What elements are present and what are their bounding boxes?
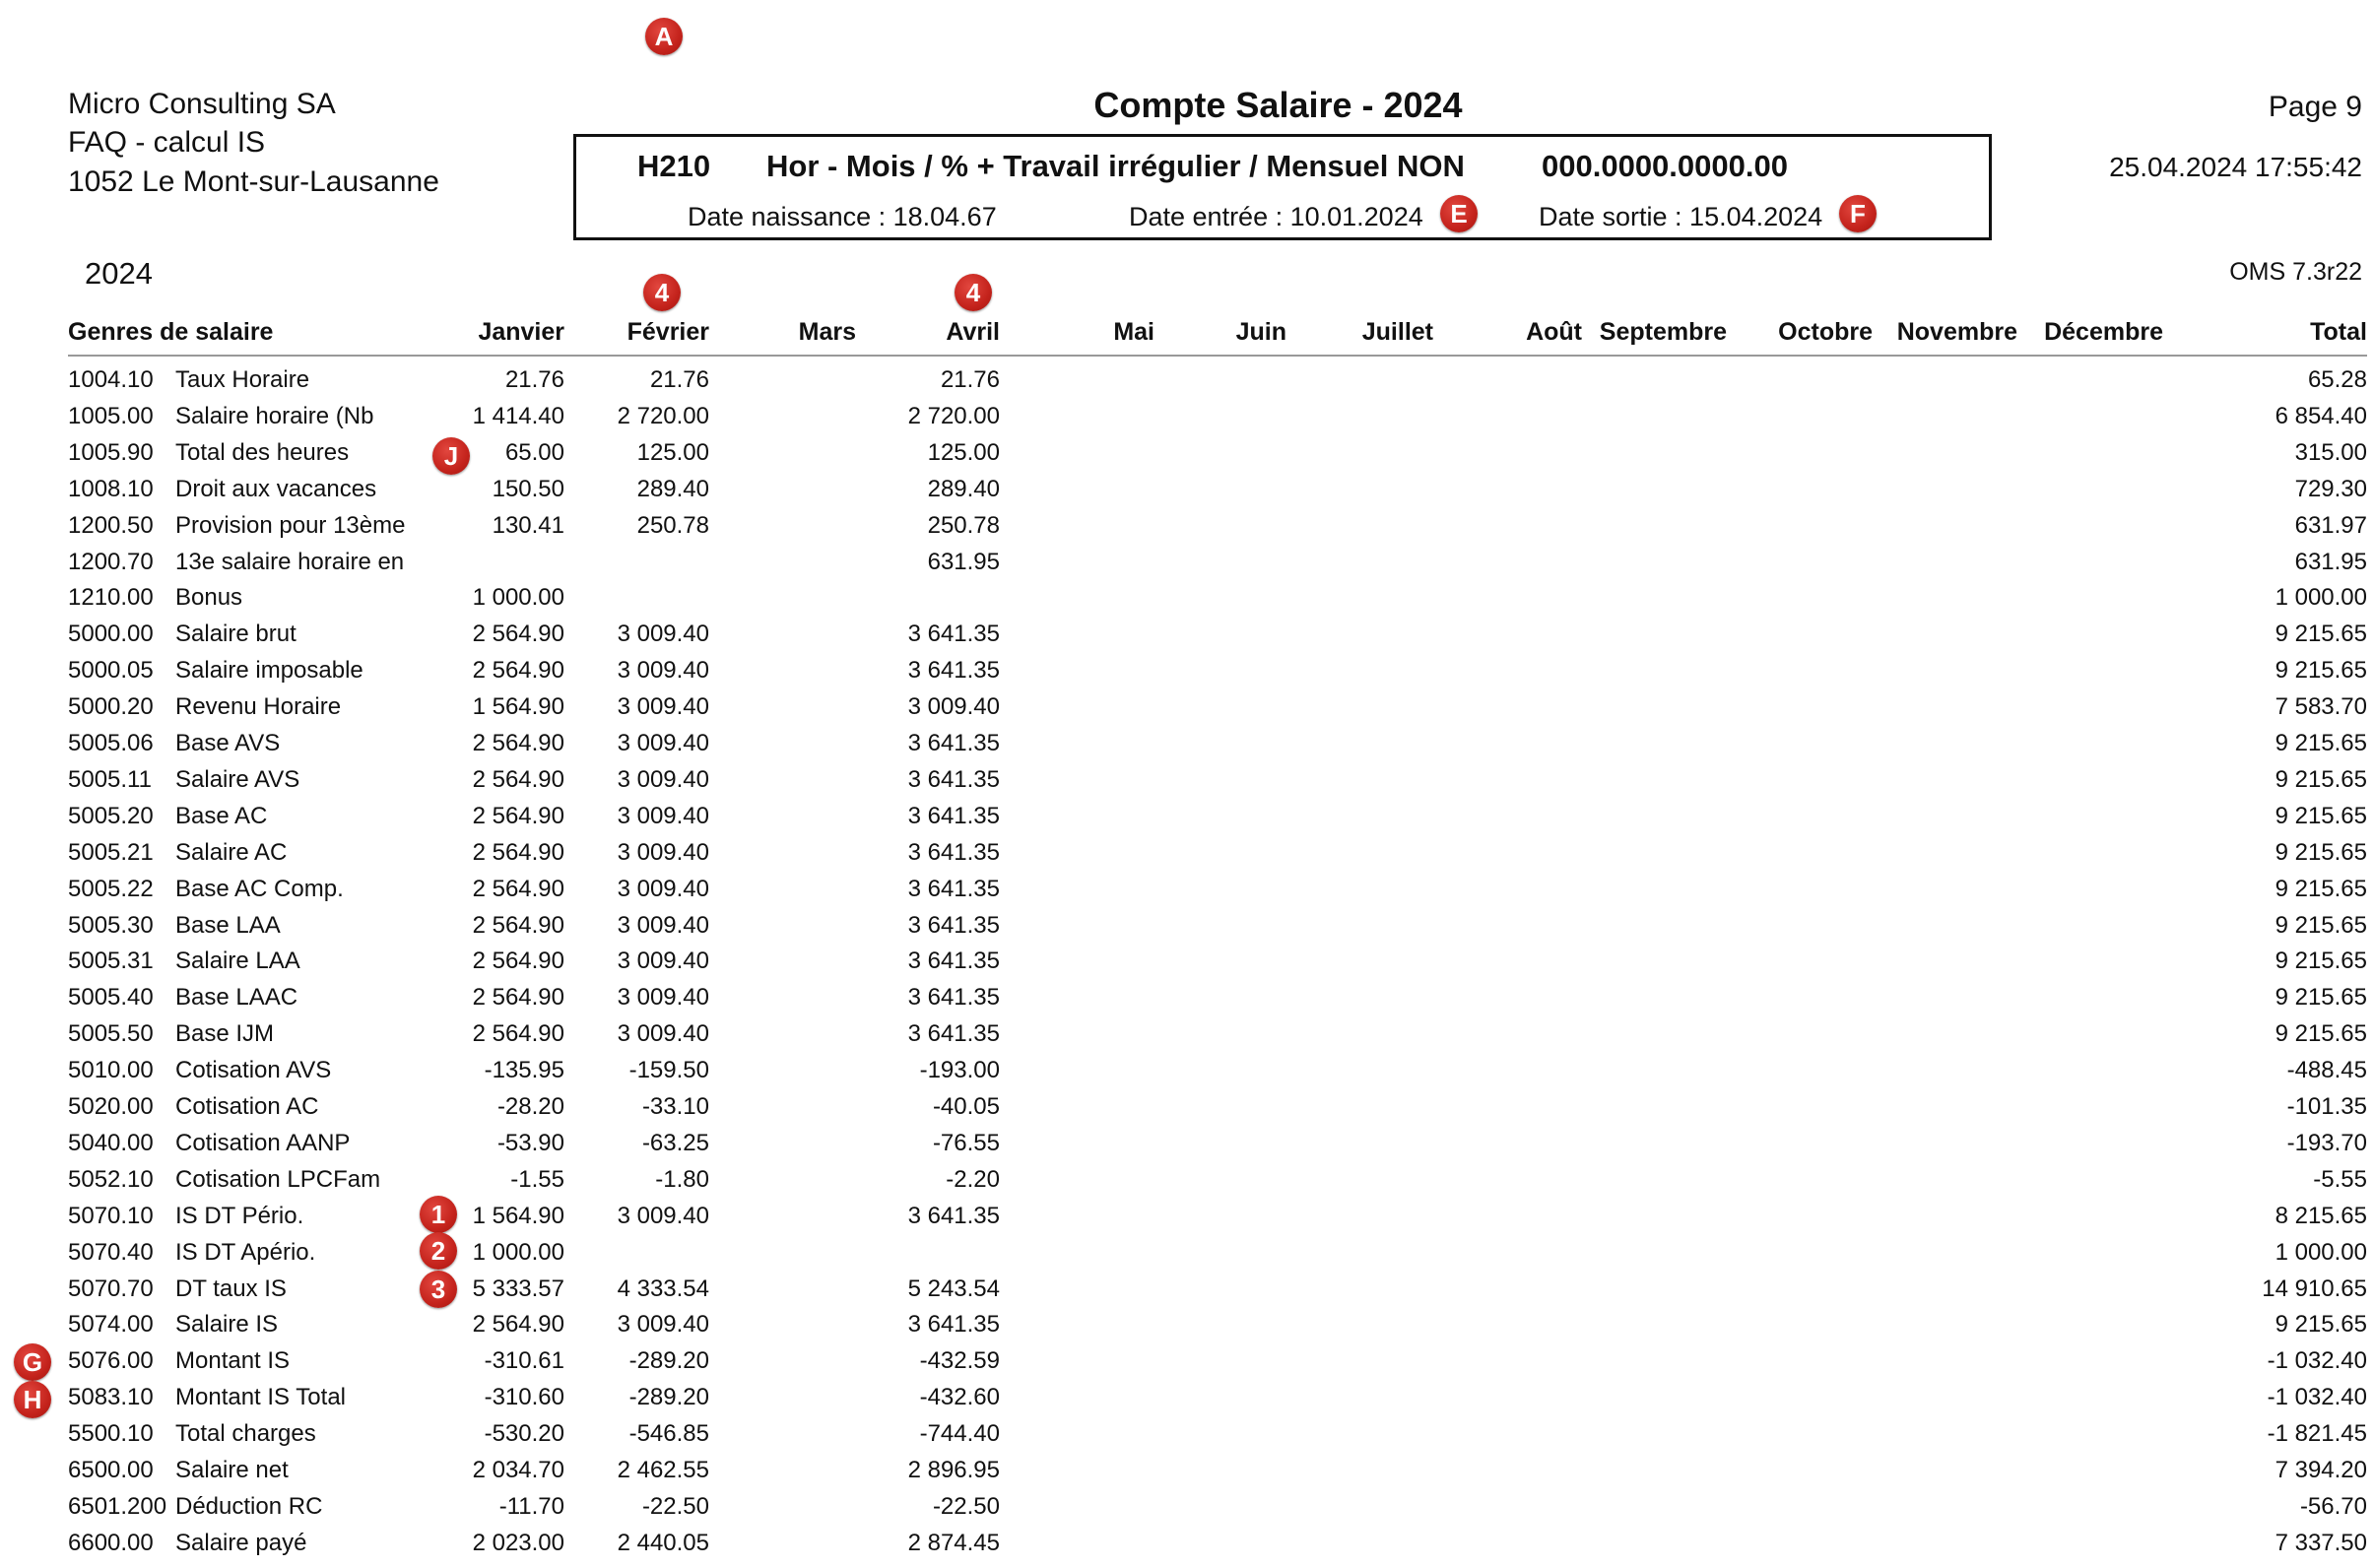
row-total: -488.45 (2286, 1057, 2367, 1084)
row-total: 9 215.65 (2275, 1311, 2367, 1339)
row-fevrier: 3 009.40 (617, 730, 709, 756)
row-janvier: 2 034.70 (472, 1457, 564, 1483)
employee-entry-date: Date entrée : 10.01.2024 (1129, 202, 1423, 231)
row-janvier: 2 564.90 (472, 765, 564, 793)
row-janvier: 2 564.90 (472, 657, 564, 685)
row-janvier: -1.55 (510, 1165, 564, 1193)
row-fevrier: 3 009.40 (617, 693, 709, 721)
row-janvier: 2 564.90 (472, 911, 564, 939)
row-janvier: -135.95 (484, 1057, 564, 1084)
row-fevrier: -289.20 (628, 1347, 709, 1375)
row-janvier: 5 333.57 (472, 1274, 564, 1302)
row-total: -56.70 (2299, 1492, 2367, 1520)
row-code: 1005.00 (68, 402, 154, 429)
row-avril: -40.05 (932, 1093, 1000, 1120)
row-avril: -744.40 (919, 1420, 1000, 1448)
row-label: Revenu Horaire (175, 693, 342, 721)
row-fevrier: 3 009.40 (617, 621, 709, 648)
row-avril: -432.60 (919, 1384, 1000, 1411)
row-label: Base LAAC (175, 984, 298, 1012)
row-code: 6501.200 (68, 1492, 167, 1520)
row-janvier: 1 000.00 (472, 1238, 564, 1266)
row-label: Base AC (175, 802, 268, 829)
row-fevrier: 3 009.40 (617, 875, 709, 902)
row-total: 9 215.65 (2275, 1020, 2367, 1048)
row-avril: 250.78 (927, 511, 1000, 539)
row-janvier: -11.70 (498, 1492, 564, 1520)
row-code: 6500.00 (68, 1457, 154, 1483)
row-label: Salaire net (175, 1457, 289, 1483)
header-novembre: Novembre (1896, 318, 2017, 346)
row-total: 9 215.65 (2275, 657, 2367, 685)
annotation-badge-a: A (645, 18, 683, 55)
row-total: -5.55 (2313, 1165, 2367, 1193)
row-label: Cotisation LPCFam (175, 1165, 381, 1193)
row-avril: 2 720.00 (907, 402, 1000, 429)
row-total: 9 215.65 (2275, 984, 2367, 1012)
row-code: 5076.00 (68, 1347, 154, 1375)
row-label: Cotisation AANP (175, 1129, 351, 1156)
row-janvier: -530.20 (484, 1420, 564, 1448)
row-label: Montant IS Total (175, 1384, 346, 1411)
row-label: Base IJM (175, 1020, 275, 1048)
annotation-badge-4-fevrier: 4 (643, 274, 681, 311)
print-datetime: 25.04.2024 17:55:42 (2109, 152, 2362, 182)
row-avril: 289.40 (927, 475, 1000, 502)
row-code: 5070.70 (68, 1274, 154, 1302)
row-avril: 631.95 (927, 548, 1000, 575)
header-mars: Mars (798, 318, 856, 346)
row-fevrier: 3 009.40 (617, 1202, 709, 1229)
row-avril: 3 009.40 (907, 693, 1000, 721)
row-label: Total des heures (175, 438, 350, 466)
row-janvier: 21.76 (504, 366, 564, 393)
row-avril: 3 641.35 (907, 657, 1000, 685)
row-code: 5000.00 (68, 621, 154, 648)
row-code: 5020.00 (68, 1093, 154, 1120)
annotation-badge-3: 3 (420, 1271, 457, 1308)
row-total: 9 215.65 (2275, 947, 2367, 975)
row-code: 5005.21 (68, 838, 154, 866)
row-janvier: 1 564.90 (472, 1202, 564, 1229)
header-aout: Août (1526, 318, 1582, 346)
company-subtitle: FAQ - calcul IS (68, 126, 266, 159)
row-fevrier: 3 009.40 (617, 911, 709, 939)
row-total: -193.70 (2286, 1129, 2367, 1156)
row-label: Salaire AVS (175, 765, 300, 793)
header-mai: Mai (1113, 318, 1154, 346)
row-total: 729.30 (2294, 475, 2367, 502)
row-total: 7 337.50 (2275, 1529, 2367, 1556)
header-septembre: Septembre (1599, 318, 1727, 346)
row-code: 1004.10 (68, 366, 154, 393)
row-fevrier: 3 009.40 (617, 657, 709, 685)
row-label: Base AC Comp. (175, 875, 344, 902)
header-total: Total (2310, 318, 2367, 346)
row-fevrier: -546.85 (628, 1420, 709, 1448)
row-janvier: 1 414.40 (472, 402, 564, 429)
row-code: 5005.40 (68, 984, 154, 1012)
row-code: 1008.10 (68, 475, 154, 502)
row-total: 631.97 (2294, 511, 2367, 539)
row-avril: -193.00 (919, 1057, 1000, 1084)
row-label: IS DT Apério. (175, 1238, 316, 1266)
row-total: 9 215.65 (2275, 802, 2367, 829)
header-janvier: Janvier (478, 318, 564, 346)
row-fevrier: -22.50 (641, 1492, 709, 1520)
row-code: 5074.00 (68, 1311, 154, 1339)
row-fevrier: 2 462.55 (617, 1457, 709, 1483)
row-avril: 2 896.95 (907, 1457, 1000, 1483)
annotation-badge-4-avril: 4 (955, 274, 992, 311)
row-avril: 3 641.35 (907, 1311, 1000, 1339)
row-label: Salaire imposable (175, 657, 363, 685)
row-total: 7 394.20 (2275, 1457, 2367, 1483)
row-fevrier: -289.20 (628, 1384, 709, 1411)
row-avril: 3 641.35 (907, 875, 1000, 902)
row-code: 6600.00 (68, 1529, 154, 1556)
row-avril: -76.55 (932, 1129, 1000, 1156)
row-code: 5010.00 (68, 1057, 154, 1084)
row-avril: 3 641.35 (907, 838, 1000, 866)
row-label: Base AVS (175, 730, 281, 756)
row-label: Salaire LAA (175, 947, 300, 975)
row-total: -101.35 (2286, 1093, 2367, 1120)
page-number: Page 9 (2268, 91, 2362, 123)
row-label: Provision pour 13ème (175, 511, 406, 539)
row-avril: 21.76 (940, 366, 1000, 393)
row-fevrier: -33.10 (641, 1093, 709, 1120)
row-total: 6 854.40 (2275, 402, 2367, 429)
row-total: 9 215.65 (2275, 838, 2367, 866)
row-label: DT taux IS (175, 1274, 287, 1302)
row-code: 5052.10 (68, 1165, 154, 1193)
row-avril: 3 641.35 (907, 621, 1000, 648)
row-fevrier: -1.80 (655, 1165, 709, 1193)
header-fevrier: Février (626, 318, 709, 346)
row-label: Salaire IS (175, 1311, 279, 1339)
row-janvier: 2 564.90 (472, 1311, 564, 1339)
row-label: IS DT Pério. (175, 1202, 304, 1229)
row-avril: 3 641.35 (907, 765, 1000, 793)
row-avril: 2 874.45 (907, 1529, 1000, 1556)
row-code: 5000.20 (68, 693, 154, 721)
company-address: 1052 Le Mont-sur-Lausanne (68, 165, 439, 198)
row-code: 1210.00 (68, 584, 154, 612)
header-juillet: Juillet (1361, 318, 1433, 346)
row-fevrier: -63.25 (641, 1129, 709, 1156)
row-label: Salaire payé (175, 1529, 307, 1556)
row-avril: -22.50 (932, 1492, 1000, 1520)
header-decembre: Décembre (2044, 318, 2163, 346)
row-janvier: 1 564.90 (472, 693, 564, 721)
row-janvier: 2 564.90 (472, 730, 564, 756)
row-fevrier: 3 009.40 (617, 947, 709, 975)
row-total: 9 215.65 (2275, 765, 2367, 793)
row-fevrier: 3 009.40 (617, 984, 709, 1012)
row-label: Cotisation AVS (175, 1057, 332, 1084)
annotation-badge-f: F (1839, 195, 1877, 232)
row-code: 5005.30 (68, 911, 154, 939)
row-avril: 3 641.35 (907, 1202, 1000, 1229)
annotation-badge-1: 1 (420, 1196, 457, 1233)
row-code: 5005.11 (68, 765, 152, 793)
row-code: 5500.10 (68, 1420, 154, 1448)
row-total: 9 215.65 (2275, 621, 2367, 648)
row-code: 1200.50 (68, 511, 154, 539)
row-fevrier: 21.76 (649, 366, 709, 393)
row-avril: 125.00 (927, 438, 1000, 466)
employee-avs-number: 000.0000.0000.00 (1542, 149, 1788, 183)
row-label: Droit aux vacances (175, 475, 377, 502)
row-label: Salaire brut (175, 621, 297, 648)
row-janvier: 2 564.90 (472, 838, 564, 866)
row-code: 5005.22 (68, 875, 154, 902)
row-avril: 3 641.35 (907, 802, 1000, 829)
row-total: 9 215.65 (2275, 730, 2367, 756)
row-avril: 3 641.35 (907, 730, 1000, 756)
row-janvier: 65.00 (504, 438, 564, 466)
row-janvier: -310.61 (484, 1347, 564, 1375)
row-total: 9 215.65 (2275, 911, 2367, 939)
employee-birth-date: Date naissance : 18.04.67 (688, 202, 997, 231)
row-avril: 3 641.35 (907, 911, 1000, 939)
row-label: Total charges (175, 1420, 316, 1448)
row-fevrier: 3 009.40 (617, 838, 709, 866)
row-janvier: 2 564.90 (472, 621, 564, 648)
row-janvier: 150.50 (492, 475, 564, 502)
row-fevrier: 289.40 (636, 475, 709, 502)
annotation-badge-g: G (14, 1343, 51, 1381)
annotation-badge-j: J (432, 437, 470, 475)
annotation-badge-h: H (14, 1381, 51, 1418)
row-label: Déduction RC (175, 1492, 323, 1520)
row-avril: -2.20 (946, 1165, 1000, 1193)
annotation-badge-2: 2 (420, 1232, 457, 1270)
row-janvier: 130.41 (492, 511, 564, 539)
row-code: 5040.00 (68, 1129, 154, 1156)
row-fevrier: 3 009.40 (617, 1020, 709, 1048)
document-title: Compte Salaire - 2024 (1093, 85, 1463, 125)
row-janvier: -310.60 (484, 1384, 564, 1411)
row-janvier: -53.90 (496, 1129, 564, 1156)
header-rule (68, 355, 2367, 357)
row-fevrier: 2 720.00 (617, 402, 709, 429)
row-total: -1 032.40 (2267, 1347, 2367, 1375)
row-janvier: -28.20 (496, 1093, 564, 1120)
header-octobre: Octobre (1778, 318, 1873, 346)
header-avril: Avril (946, 318, 1000, 346)
employee-exit-date: Date sortie : 15.04.2024 (1539, 202, 1823, 231)
row-total: -1 032.40 (2267, 1384, 2367, 1411)
row-fevrier: 2 440.05 (617, 1529, 709, 1556)
employee-info-box (573, 134, 1992, 240)
row-label: Montant IS (175, 1347, 291, 1375)
row-code: 5005.31 (68, 947, 154, 975)
row-code: 1200.70 (68, 548, 154, 575)
row-avril: 3 641.35 (907, 1020, 1000, 1048)
row-avril: 3 641.35 (907, 984, 1000, 1012)
row-janvier: 2 564.90 (472, 875, 564, 902)
row-fevrier: 3 009.40 (617, 765, 709, 793)
row-code: 5005.06 (68, 730, 154, 756)
software-version: OMS 7.3r22 (2229, 258, 2362, 286)
row-total: 9 215.65 (2275, 875, 2367, 902)
header-juin: Juin (1235, 318, 1286, 346)
row-avril: 5 243.54 (907, 1274, 1000, 1302)
row-code: 5070.10 (68, 1202, 154, 1229)
row-janvier: 2 564.90 (472, 984, 564, 1012)
row-label: Bonus (175, 584, 243, 612)
header-genre: Genres de salaire (68, 318, 274, 346)
row-total: -1 821.45 (2267, 1420, 2367, 1448)
row-label: Salaire horaire (Nb (175, 402, 374, 429)
row-total: 65.28 (2307, 366, 2367, 393)
employee-contract: Hor - Mois / % + Travail irrégulier / Mensuel NON (766, 149, 1465, 183)
row-total: 7 583.70 (2275, 693, 2367, 721)
report-year: 2024 (85, 256, 153, 291)
row-code: 5083.10 (68, 1384, 154, 1411)
row-janvier: 1 000.00 (472, 584, 564, 612)
row-code: 5005.20 (68, 802, 154, 829)
row-total: 1 000.00 (2275, 1238, 2367, 1266)
row-fevrier: -159.50 (628, 1057, 709, 1084)
row-fevrier: 3 009.40 (617, 802, 709, 829)
row-total: 14 910.65 (2262, 1274, 2367, 1302)
row-total: 315.00 (2294, 438, 2367, 466)
row-janvier: 2 564.90 (472, 1020, 564, 1048)
row-fevrier: 125.00 (636, 438, 709, 466)
employee-code: H210 (637, 149, 711, 183)
row-fevrier: 250.78 (636, 511, 709, 539)
row-total: 8 215.65 (2275, 1202, 2367, 1229)
row-label: Base LAA (175, 911, 281, 939)
row-fevrier: 4 333.54 (617, 1274, 709, 1302)
row-total: 1 000.00 (2275, 584, 2367, 612)
row-code: 5000.05 (68, 657, 154, 685)
row-janvier: 2 564.90 (472, 802, 564, 829)
company-name: Micro Consulting SA (68, 88, 336, 120)
row-label: Taux Horaire (175, 366, 310, 393)
row-code: 5070.40 (68, 1238, 154, 1266)
annotation-badge-e: E (1440, 195, 1478, 232)
row-avril: 3 641.35 (907, 947, 1000, 975)
row-janvier: 2 023.00 (472, 1529, 564, 1556)
row-code: 5005.50 (68, 1020, 154, 1048)
row-total: 631.95 (2294, 548, 2367, 575)
row-label: 13e salaire horaire en (175, 548, 405, 575)
row-label: Salaire AC (175, 838, 288, 866)
row-fevrier: 3 009.40 (617, 1311, 709, 1339)
row-avril: -432.59 (919, 1347, 1000, 1375)
row-code: 1005.90 (68, 438, 154, 466)
row-janvier: 2 564.90 (472, 947, 564, 975)
row-label: Cotisation AC (175, 1093, 319, 1120)
